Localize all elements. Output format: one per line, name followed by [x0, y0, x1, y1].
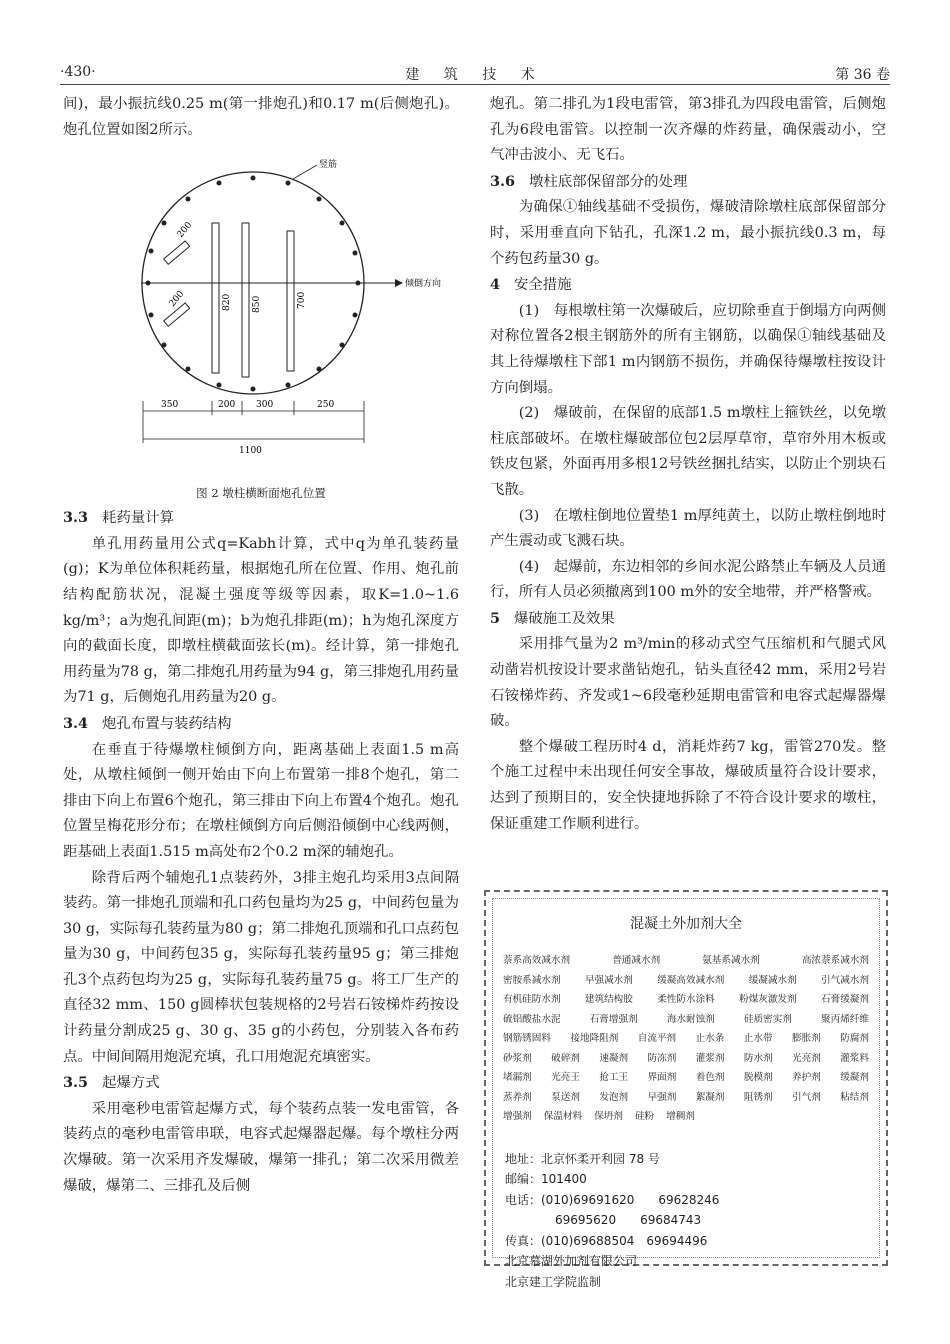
product-item: 建筑结构胶: [584, 994, 633, 1005]
postcode-line: 邮编：101400: [505, 1172, 587, 1186]
tilt-direction-label: 倾倒方向: [405, 279, 442, 290]
section-number: 3.3: [63, 509, 89, 527]
product-row: [503, 1107, 869, 1127]
page-header: [60, 64, 890, 85]
volume-label: 第 36 卷: [835, 67, 890, 83]
page-number: ·430·: [60, 64, 96, 80]
product-item: 钢筋锈固料: [503, 1033, 551, 1044]
section-number: 3.4: [63, 714, 89, 732]
product-row: [503, 1088, 869, 1108]
section-3-5-paragraph: 采用毫秒电雷管起爆方式，每个装药点装一发电雷管，各装药点的毫秒电雷管串联，电容式起爆器起爆。每个墩柱分两次爆破。第一次采用齐发爆破，爆第一排孔；第二次采用微差爆破，爆第二、三排孔及后侧: [63, 1100, 459, 1194]
dim-300: 300: [256, 400, 274, 411]
product-item: 引气剂: [792, 1091, 821, 1103]
product-item: 氨基系减水剂: [702, 955, 760, 966]
product-item: 止水条: [695, 1033, 725, 1044]
section-3-6-heading: [490, 169, 886, 196]
section-number: 5: [490, 609, 501, 627]
product-item: 海水耐蚀剂: [666, 1013, 715, 1025]
dim-1100: 1100: [239, 446, 262, 457]
section-3-4-heading: [63, 711, 459, 738]
product-item: 着色剂: [695, 1072, 725, 1083]
aux-hole-top: [164, 241, 190, 264]
product-item: 缓凝剂: [840, 1072, 869, 1083]
product-item: 增强剂: [503, 1111, 532, 1122]
hole-depth-850: 850: [252, 296, 262, 314]
address-line: 地址：北京怀柔开利园 78 号: [505, 1151, 660, 1166]
product-item: 阻锈剂: [743, 1091, 773, 1103]
dim-200: 200: [218, 400, 236, 411]
continued-paragraph: 炮孔。第二排孔为1段电雷管，第3排孔为四段电雷管，后侧炮孔为6段电雷管。以控制一次齐爆的炸药量，确保震动小，空气冲击波小、无飞石。: [490, 96, 886, 164]
product-item: 聚丙烯纤维: [821, 1013, 869, 1025]
product-item: 柔性防水涂料: [657, 994, 715, 1005]
product-item: 灌浆剂: [695, 1052, 725, 1064]
vertical-bar-label: 竖筋: [319, 160, 338, 171]
section-title: 安全措施: [514, 277, 572, 294]
section-title: 炮孔布置与装药结构: [102, 715, 232, 732]
safety-measure-4: (4) 起爆前，东边相邻的乡间水泥公路禁止车辆及人员通行，所有人员必须撤离到100 m外的安全地带，并严格警戒。: [490, 558, 886, 601]
fax-line: 传真：(010)69688504 69694496: [505, 1233, 708, 1248]
left-column: [63, 92, 459, 1199]
product-item: 接地降阻剂: [570, 1033, 619, 1044]
section-3-4-paragraph-1: 在垂直于待爆墩柱倾倒方向，距离基础上表面1.5 m高处，从墩柱倾倒一侧开始由下向上布置第一排8个炮孔，第二排由下向上布置6个炮孔，第三排由下向上布置4个炮孔。炮孔位置呈梅花形分布；在墩柱倾倒方向后侧沿倾倒中心线两侧，距基础上表面1.515 m高处布2个0.2 m深的辅炮孔。: [63, 741, 459, 860]
product-list: [503, 951, 869, 1127]
product-item: 增稠剂: [666, 1111, 695, 1122]
hole-depth-700: 700: [297, 292, 307, 310]
hole-row-2: [242, 223, 249, 377]
product-item: 硅粉: [634, 1111, 655, 1122]
product-item: 速凝剂: [599, 1052, 629, 1064]
product-item: 止水带: [743, 1033, 773, 1044]
advertisement-inner: [492, 898, 880, 1289]
product-row: [503, 951, 869, 971]
product-item: 石膏缓凝剂: [821, 994, 869, 1005]
product-item: 脱模剂: [743, 1072, 773, 1083]
aux-hole-label-top: 200: [175, 220, 195, 241]
section-number: 3.5: [63, 1074, 89, 1092]
product-row: [503, 971, 869, 991]
section-title: 爆破施工及效果: [514, 610, 615, 627]
section-3-3-heading: [63, 505, 459, 532]
product-row: [503, 990, 869, 1010]
section-number: 3.6: [490, 172, 516, 190]
right-column: [490, 92, 886, 837]
product-item: 界面剂: [647, 1072, 677, 1083]
product-row: [503, 1068, 869, 1088]
hole-row-3: [287, 231, 294, 371]
product-item: 早强减水剂: [584, 974, 633, 986]
product-item: 砂浆剂: [503, 1052, 532, 1064]
rebar-dots: [146, 176, 361, 392]
safety-measure-2: (2) 爆破前，在保留的底部1.5 m墩柱上箍铁丝，以免墩柱底部破坏。在墩柱爆破部位包2层厚草帘，草帘外用木板或铁皮包紧，外面再用多根12号铁丝捆扎结实，以防止个别块石飞散。: [490, 405, 886, 498]
intro-paragraph: 间)，最小振抗线0.25 m(第一排炮孔)和0.17 m(后侧炮孔)。炮孔位置如图2所示。: [63, 96, 459, 138]
product-item: 保坍剂: [594, 1111, 623, 1122]
product-row: [503, 1010, 869, 1030]
product-item: 防冻剂: [647, 1052, 677, 1064]
product-item: 泵送剂: [551, 1091, 580, 1103]
safety-measure-3: (3) 在墩柱倒地位置垫1 m厚纯黄土，以防止墩柱倒地时产生震动或飞溅石块。: [490, 507, 886, 550]
product-item: 光亮王: [551, 1072, 580, 1083]
section-3-5-heading: [63, 1070, 459, 1097]
product-item: 絮凝剂: [695, 1091, 725, 1103]
product-item: 早强剂: [647, 1091, 677, 1103]
product-item: 蒸养剂: [503, 1091, 532, 1103]
product-item: 光亮剂: [792, 1052, 821, 1064]
product-item: 养护剂: [792, 1072, 821, 1083]
telephone-line-1: 电话：(010)69691620 69628246: [505, 1192, 720, 1207]
product-item: 密胺系减水剂: [503, 974, 561, 986]
product-item: 普通减水剂: [612, 955, 661, 966]
telephone-line-2: 69695620 69684743: [555, 1213, 702, 1227]
company-name: 北京慕湖外加剂有限公司: [505, 1254, 638, 1268]
section-number: 4: [490, 276, 501, 294]
product-item: 发泡剂: [599, 1091, 629, 1103]
advertisement-title: 混凝土外加剂大全: [630, 916, 742, 932]
section-3-3-paragraph: 单孔用药量用公式q=Kabh计算，式中q为单孔装药量(g)；K为单位体积耗药量，根据炮孔所在位置、作用、炮孔前结构配筋状况，混凝土强度等级等因素，取K=1.0~1.6 kg/m³；a为炮孔间距(m)；b为炮孔排距(m)；h为炮孔深度方向的截面长度，即墩柱横截面弦长(m)。经计算，第一排炮孔用药量为78 g，第二排炮孔用药量为94 g，第三排炮孔用药量为71 g，后侧炮孔用药量为20 g。: [63, 535, 459, 706]
contact-block: [505, 1149, 879, 1293]
product-item: 防腐剂: [840, 1033, 869, 1044]
product-item: 硫铝酸盐水泥: [503, 1013, 561, 1025]
product-item: 防水剂: [743, 1052, 773, 1064]
section-5-paragraph-1: 采用排气量为2 m³/min的移动式空气压缩机和气腿式风动凿岩机按设计要求凿钻炮孔，钻头直径42 mm，采用2号岩石铵梯炸药、齐发或1~6段毫秒延期电雷管和电容式起爆器爆破。: [490, 636, 886, 730]
product-item: 缓凝高效减水剂: [657, 974, 725, 986]
section-title: 墩柱底部保留部分的处理: [529, 173, 688, 190]
product-item: 萘系高效减水剂: [503, 955, 571, 966]
product-row: [503, 1049, 869, 1069]
figure-2: [63, 143, 459, 501]
product-item: 自流平剂: [637, 1033, 677, 1044]
product-item: 缓凝减水剂: [748, 974, 797, 986]
section-5-paragraph-2: 整个爆破工程历时4 d，消耗炸药7 kg，雷管270发。整个施工过程中未出现任何安全事故，爆破质量符合设计要求，达到了预期目的，安全快捷地拆除了不符合设计要求的墩柱，保证重建工作顺利进行。: [490, 738, 886, 832]
journal-name: 建 筑 技 术: [405, 67, 545, 83]
figure-caption: 图 2 墩柱横断面炮孔位置: [196, 486, 326, 501]
product-item: 膨胀剂: [791, 1033, 821, 1044]
product-item: 硅质密实剂: [743, 1013, 792, 1025]
dim-350: 350: [161, 400, 179, 411]
product-item: 灌浆料: [840, 1052, 869, 1064]
product-item: 堵漏剂: [503, 1072, 532, 1083]
product-item: 粘结剂: [840, 1091, 869, 1103]
hole-row-1: [212, 223, 219, 373]
section-4-heading: [490, 272, 886, 299]
product-item: 粉煤灰激发剂: [739, 994, 797, 1005]
section-title: 起爆方式: [102, 1075, 160, 1092]
product-item: 高浓萘系减水剂: [801, 955, 869, 966]
product-item: 引气减水剂: [821, 974, 869, 986]
section-5-heading: [490, 606, 886, 633]
section-3-6-paragraph: 为确保①轴线基础不受损伤，爆破清除墩柱底部保留部分时，采用垂直向下钻孔，孔深1.2 m，最小振抗线0.3 m，每个药包药量30 g。: [490, 199, 886, 267]
safety-measure-1: (1) 每根墩柱第一次爆破后，应切除垂直于倒塌方向两侧对称位置各2根主钢筋外的所有主钢筋，以确保①轴线基础及其上待爆墩柱下部1 m内钢筋不损伤，并确保待爆墩柱按设计方向倒塌。: [490, 302, 886, 396]
aux-hole-label-bottom: 200: [167, 289, 187, 310]
section-title: 耗药量计算: [102, 510, 175, 527]
pier-cross-section-diagram: [133, 143, 442, 473]
product-item: 有机硅防水剂: [503, 994, 561, 1005]
product-item: 抢工王: [599, 1072, 629, 1083]
dim-250: 250: [317, 400, 335, 411]
product-item: 保温材料: [543, 1111, 583, 1122]
product-item: 石膏增强剂: [589, 1013, 638, 1025]
hole-depth-820: 820: [222, 294, 232, 312]
advertisement-box: [484, 890, 888, 1289]
section-3-4-paragraph-2: 除背后两个辅炮孔1点装药外，3排主炮孔均采用3点间隔装药。第一排炮孔顶端和孔口药包量均为25 g，中间药包量为30 g，实际每孔装药量为80 g；第二排炮孔顶端和孔口点药包量为30 g，中间药包35 g，实际每孔装药量95 g；第三排炮孔3个点药包均为25 g，实际每孔装药量75 g。将工厂生产的直径32 mm、150 g圆棒状包装规格的2号岩石铵梯炸药按设计药量分割成25 g、30 g、35 g的小药包，分别装入各布药点。中间间隔用炮泥充填，孔口用炮泥充填密实。: [63, 869, 459, 1065]
product-item: 破碎剂: [551, 1052, 580, 1064]
product-row: [503, 1029, 869, 1049]
supervisor-line: 北京建工学院监制: [505, 1274, 602, 1289]
